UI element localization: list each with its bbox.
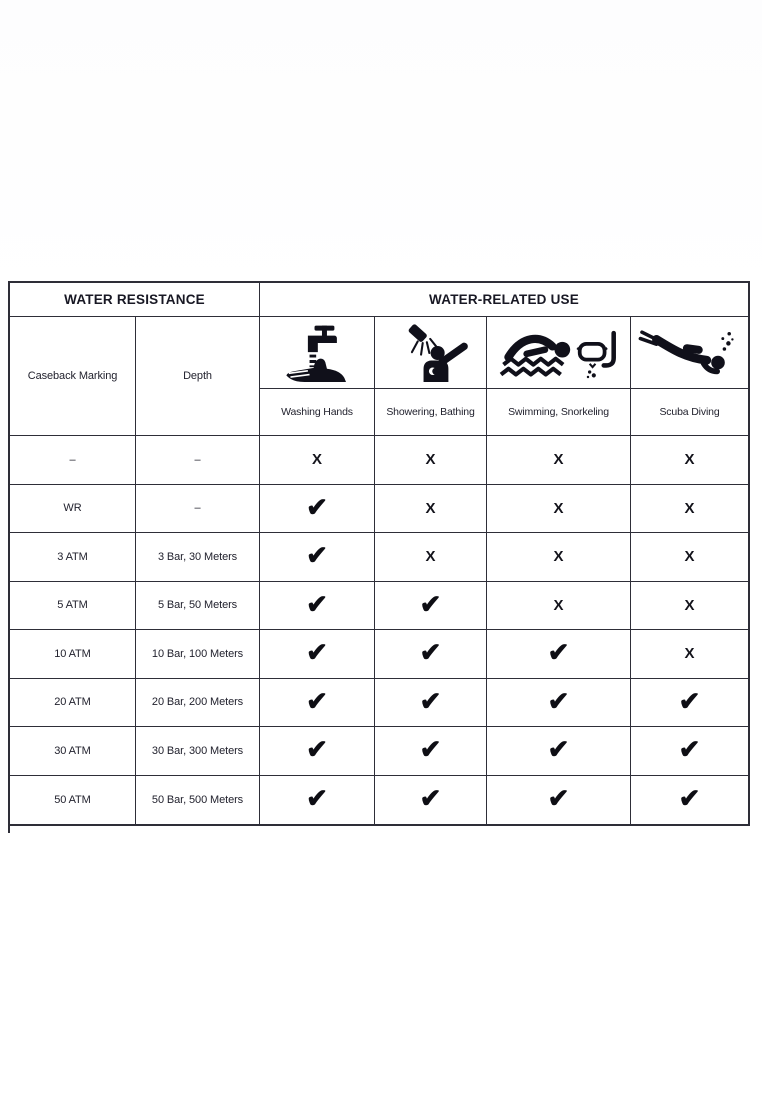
depth-cell: 30 Bar, 300 Meters [136, 727, 260, 776]
marking-cell: 10 ATM [10, 630, 136, 679]
showering-mark-cell: X [375, 436, 487, 485]
scuba-mark-cell: X [631, 630, 748, 679]
swimming-mark-cell: ✔ [487, 679, 631, 728]
showering-mark-cell: ✔ [375, 582, 487, 631]
depth-cell: 5 Bar, 50 Meters [136, 582, 260, 631]
shower-icon [389, 324, 473, 382]
marking-cell: 20 ATM [10, 679, 136, 728]
showering-mark-cell: X [375, 485, 487, 534]
showering-mark-cell: ✔ [375, 630, 487, 679]
depth-cell: 20 Bar, 200 Meters [136, 679, 260, 728]
scuba-diver-icon [638, 324, 742, 382]
scuba-mark-cell: ✔ [631, 727, 748, 776]
washing-hands-mark-cell: ✔ [260, 533, 375, 582]
washing-hands-mark-cell: ✔ [260, 679, 375, 728]
washing-hands-mark-cell: ✔ [260, 582, 375, 631]
depth-cell: 3 Bar, 30 Meters [136, 533, 260, 582]
marking-cell: 5 ATM [10, 582, 136, 631]
use-label-washing-hands: Washing Hands [260, 389, 375, 436]
washing-hands-icon-cell [260, 317, 375, 389]
depth-header: Depth [136, 317, 260, 436]
scuba-mark-cell: X [631, 582, 748, 631]
caseback-marking-header: Caseback Marking [10, 317, 136, 436]
water-related-use-header: WATER-RELATED USE [260, 283, 748, 317]
scuba-mark-cell: X [631, 485, 748, 534]
marking-cell: WR [10, 485, 136, 534]
swimming-mark-cell: X [487, 582, 631, 631]
swimming-mark-cell: X [487, 436, 631, 485]
scuba-mark-cell: ✔ [678, 783, 701, 814]
swimming-mark-cell: X [487, 485, 631, 534]
showering-mark-cell: ✔ [375, 727, 487, 776]
swimmer-snorkel-icon [495, 324, 623, 382]
washing-hands-mark-cell: ✔ [260, 727, 375, 776]
faucet-hand-icon [278, 324, 356, 382]
depth-cell: 50 Bar, 500 Meters [136, 776, 260, 825]
scuba-mark-cell: ✔ [631, 679, 748, 728]
showering-mark-cell: ✔ [375, 679, 487, 728]
depth-cell: 10 Bar, 100 Meters [136, 630, 260, 679]
washing-hands-mark-cell: ✔ [260, 776, 375, 825]
depth-cell: – [136, 436, 260, 485]
showering-mark-cell: ✔ [375, 776, 487, 825]
swimming-mark-cell: ✔ [487, 727, 631, 776]
marking-cell: 3 ATM [10, 533, 136, 582]
swimming-mark-cell: X [487, 533, 631, 582]
swimming-mark-cell: ✔ [487, 630, 631, 679]
showering-mark-cell: X [375, 533, 487, 582]
table-border-tail [8, 826, 10, 833]
marking-cell: 50 ATM [10, 776, 136, 825]
washing-hands-mark-cell: ✔ [260, 485, 375, 534]
washing-hands-mark-cell: ✔ [260, 630, 375, 679]
water-resistance-table [8, 281, 750, 826]
marking-cell: 30 ATM [10, 727, 136, 776]
scuba-icon-cell [631, 317, 748, 389]
use-label-swimming-snorkeling: Swimming, Snorkeling [487, 389, 631, 436]
marking-cell: – [10, 436, 136, 485]
scuba-mark-cell: X [631, 436, 748, 485]
scuba-mark-cell: X [631, 533, 748, 582]
swimming-mark-cell: ✔ [487, 776, 631, 825]
water-resistance-header: WATER RESISTANCE [10, 283, 260, 317]
washing-hands-mark-cell: X [260, 436, 375, 485]
swimming-icon-cell [487, 317, 631, 389]
use-label-scuba-diving: Scuba Diving [631, 389, 748, 436]
use-label-showering-bathing: Showering, Bathing [375, 389, 487, 436]
showering-icon-cell [375, 317, 487, 389]
depth-cell: – [136, 485, 260, 534]
